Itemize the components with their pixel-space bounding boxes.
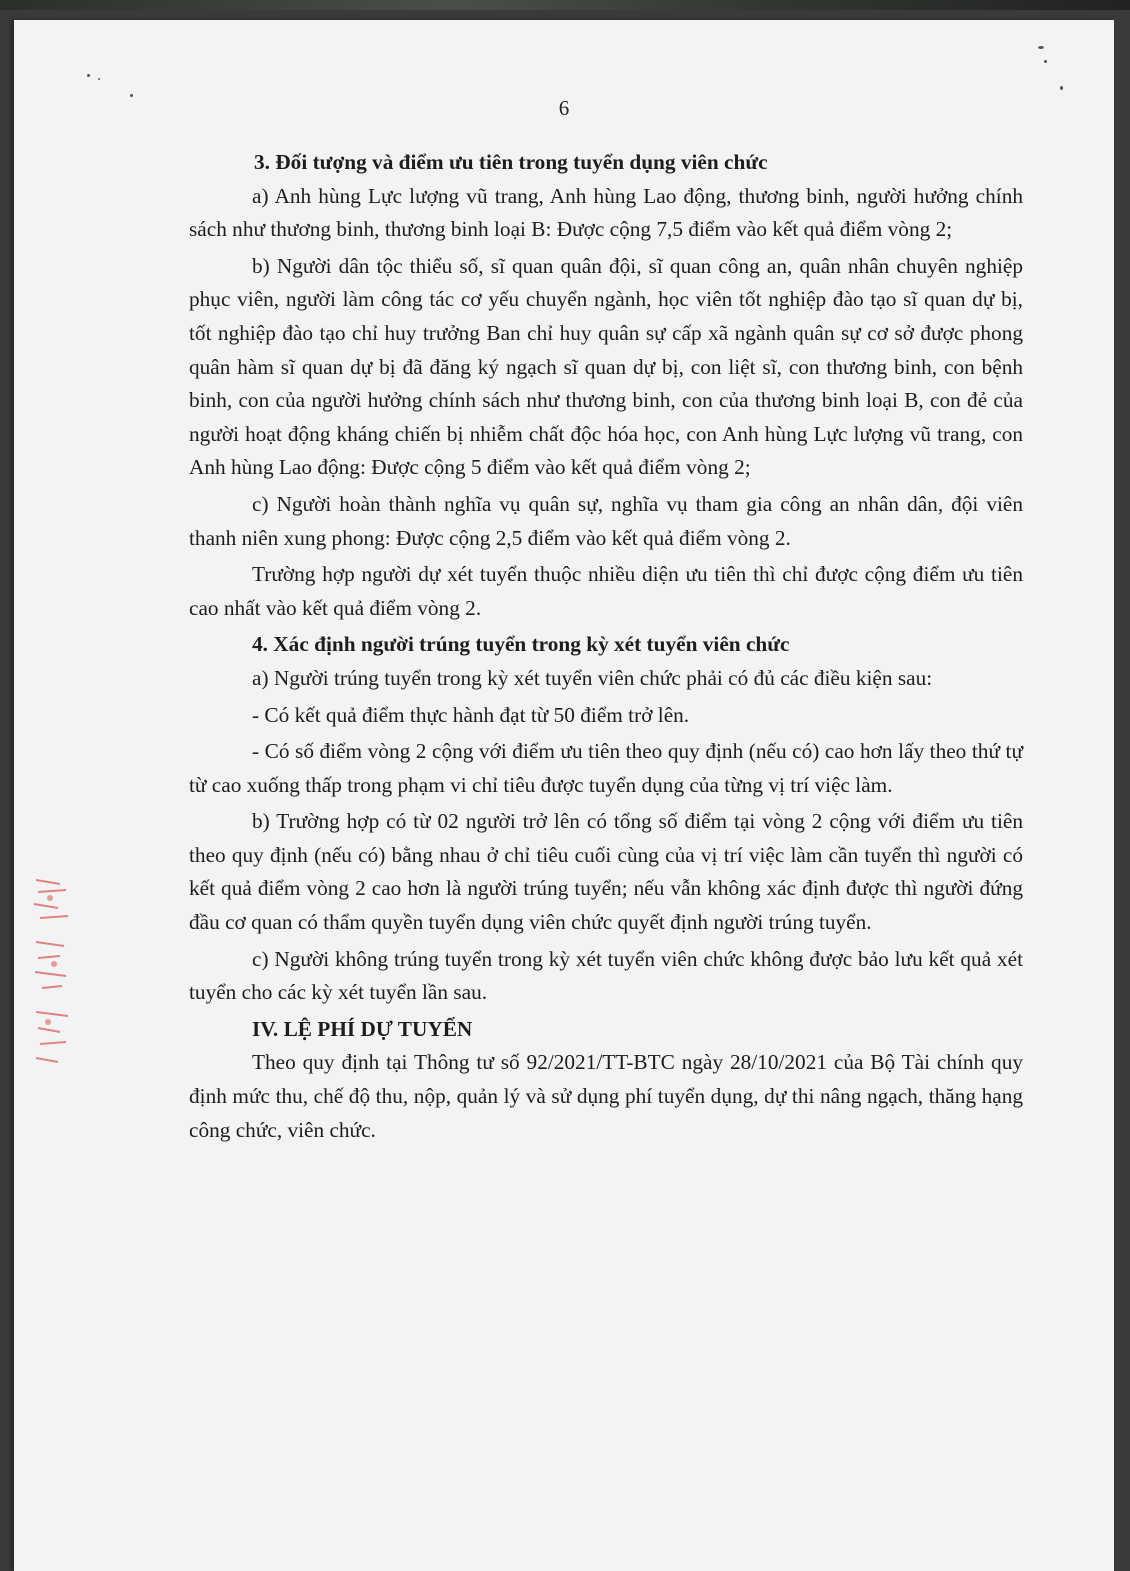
scan-speck (87, 74, 90, 77)
section-4-bullet-2: - Có số điểm vòng 2 cộng với điểm ưu tiên theo quy định (nếu có) cao hơn lấy theo thứ tự từ cao xuống thấp trong phạm vi chỉ tiêu được tuyển dụng của từng vị trí việc làm. (189, 739, 1023, 797)
section-4-item-b: b) Trường hợp có từ 02 người trở lên có tổng số điểm tại vòng 2 cộng với điểm ưu tiên theo quy định (nếu có) bằng nhau ở chỉ tiêu cuối cùng của vị trí việc làm cần tuyển thì người có kết quả điểm vòng 2 cao hơn là người trúng tuyển; nếu vẫn không xác định được thì người đứng đầu cơ quan có thẩm quyền tuyển dụng viên chức quyết định người trúng tuyển. (189, 809, 1023, 935)
section-3-item-b: b) Người dân tộc thiểu số, sĩ quan quân đội, sĩ quan công an, quân nhân chuyên nghiệp phục viên, người làm công tác cơ yếu chuyển ngành, học viên tốt nghiệp đào tạo sĩ quan dự bị, tốt nghiệp đào tạo chỉ huy trưởng Ban chỉ huy quân sự cấp xã ngành quân sự cơ sở được phong quân hàm sĩ quan dự bị đã đăng ký ngạch sĩ quan dự bị, con liệt sĩ, con thương binh, con bệnh binh, con của người hưởng chính sách như thương binh, con của thương binh loại B, con đẻ của người hoạt động kháng chiến bị nhiễm chất độc hóa học, con Anh hùng Lực lượng vũ trang, con Anh hùng Lao động: Được cộng 5 điểm vào kết quả điểm vòng 2; (189, 253, 1023, 480)
document-page (14, 20, 1114, 1571)
section-3-note: Trường hợp người dự xét tuyển thuộc nhiều diện ưu tiên thì chỉ được cộng điểm ưu tiên cao nhất vào kết quả điểm vòng 2. (189, 562, 1023, 620)
section-iv-heading: IV. LỆ PHÍ DỰ TUYỂN (252, 1016, 473, 1041)
section-iv-paragraph: Theo quy định tại Thông tư số 92/2021/TT-BTC ngày 28/10/2021 của Bộ Tài chính quy định mức thu, chế độ thu, nộp, quản lý và sử dụng phí tuyển dụng, dự thi nâng ngạch, thăng hạng công chức, viên chức. (189, 1050, 1023, 1142)
section-4-heading: 4. Xác định người trúng tuyển trong kỳ xét tuyển viên chức (252, 632, 790, 657)
section-3-item-a: a) Anh hùng Lực lượng vũ trang, Anh hùng Lao động, thương binh, người hưởng chính sách như thương binh, thương binh loại B: Được cộng 7,5 điểm vào kết quả điểm vòng 2; (189, 183, 1023, 242)
document-body (189, 146, 1023, 1147)
red-stamp-edge (30, 872, 74, 1067)
section-4-bullet-1: - Có kết quả điểm thực hành đạt từ 50 điểm trở lên. (252, 702, 690, 727)
page-number: 6 (558, 96, 570, 120)
scan-speck (1060, 86, 1063, 90)
scan-speck (98, 78, 100, 80)
scan-speck (1038, 46, 1044, 49)
section-4-item-a: a) Người trúng tuyển trong kỳ xét tuyển viên chức phải có đủ các điều kiện sau: (252, 665, 933, 690)
section-3-heading: 3. Đối tượng và điểm ưu tiên trong tuyển dụng viên chức (254, 150, 768, 174)
section-4-item-c: c) Người không trúng tuyển trong kỳ xét tuyển viên chức không được bảo lưu kết quả xét tuyển cho các kỳ xét tuyển lần sau. (189, 946, 1023, 1005)
section-3-item-c: c) Người hoàn thành nghĩa vụ quân sự, nghĩa vụ tham gia công an nhân dân, đội viên thanh niên xung phong: Được cộng 2,5 điểm vào kết quả điểm vòng 2. (189, 491, 1023, 550)
scan-speck (1044, 60, 1047, 63)
scan-top-edge (0, 0, 1130, 10)
